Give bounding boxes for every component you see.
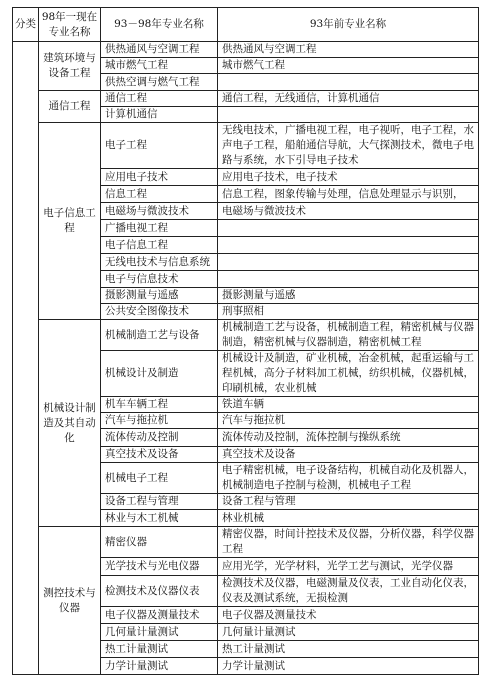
group-name-cell: 测控技术与仪器 bbox=[39, 527, 101, 675]
current-major-cell: 几何量计量测试 bbox=[101, 624, 218, 641]
current-major-cell: 广播电视工程 bbox=[101, 220, 218, 237]
group-name-cell: 通信工程 bbox=[39, 91, 101, 123]
current-major-cell: 林业与木工机械 bbox=[101, 510, 218, 527]
current-major-cell: 通信工程 bbox=[101, 91, 218, 107]
group-name-cell: 建筑环境与设备工程 bbox=[39, 42, 101, 91]
table-row bbox=[13, 320, 479, 351]
old-major-cell: 设备工程与管理 bbox=[218, 494, 479, 510]
current-major-cell: 供热空调与燃气工程 bbox=[101, 74, 218, 91]
current-major-cell: 机械设计及制造 bbox=[101, 351, 218, 397]
current-major-cell: 电子信息工程 bbox=[101, 237, 218, 254]
header-category: 分类 bbox=[13, 8, 39, 42]
old-major-cell: 几何量计量测试 bbox=[218, 624, 479, 641]
old-major-cell: 热工计量测试 bbox=[218, 641, 479, 658]
old-major-cell: 铁道车辆 bbox=[218, 397, 479, 413]
major-mapping-table bbox=[12, 7, 479, 675]
current-major-cell: 检测技术及仪器仪表 bbox=[101, 576, 218, 607]
current-major-cell: 机车车辆工程 bbox=[101, 397, 218, 413]
current-major-cell: 电磁场与微波技术 bbox=[101, 203, 218, 220]
old-major-cell: 林业机械 bbox=[218, 510, 479, 527]
old-major-cell: 无线电技术，广播电视工程，电子视听，电子工程，水声电子工程，船舶通信导航，大气探测技术，微电子电路与系统，水下引导电子技术 bbox=[218, 123, 479, 169]
table-row bbox=[13, 123, 479, 169]
current-major-cell: 设备工程与管理 bbox=[101, 494, 218, 510]
old-major-cell bbox=[218, 237, 479, 254]
current-major-cell: 力学计量测试 bbox=[101, 658, 218, 675]
old-major-cell: 应用电子技术，电子技术 bbox=[218, 169, 479, 186]
group-name-cell: 电子信息工程 bbox=[39, 123, 101, 320]
old-major-cell: 电子精密机械，电子设备结构，机械自动化及机器人，机械制造电子控制与检测，机械电子工程 bbox=[218, 463, 479, 494]
current-major-cell: 电子工程 bbox=[101, 123, 218, 169]
current-major-cell: 计算机通信 bbox=[101, 107, 218, 123]
current-major-cell: 供热通风与空调工程 bbox=[101, 42, 218, 58]
old-major-cell: 应用光学，光学材料，光学工艺与测试，光学仪器 bbox=[218, 558, 479, 576]
current-major-cell: 机械电子工程 bbox=[101, 463, 218, 494]
old-major-cell bbox=[218, 107, 479, 123]
header-row bbox=[13, 8, 479, 42]
old-major-cell: 信息工程，图象传输与处理，信息处理显示与识别， bbox=[218, 186, 479, 203]
current-major-cell: 汽车与拖拉机 bbox=[101, 413, 218, 429]
header-group: 98年一现在专业名称 bbox=[39, 8, 101, 42]
old-major-cell bbox=[218, 74, 479, 91]
old-major-cell: 摄影测量与遥感 bbox=[218, 288, 479, 304]
current-major-cell: 光学技术与光电仪器 bbox=[101, 558, 218, 576]
current-major-cell: 信息工程 bbox=[101, 186, 218, 203]
old-major-cell: 机械设计及制造，矿业机械，冶金机械，起重运输与工程机械，高分子材料加工机械，纺织机械，仪器机械，印刷机械，农业机械 bbox=[218, 351, 479, 397]
old-major-cell: 真空技术及设备 bbox=[218, 447, 479, 463]
old-major-cell: 机械制造工艺与设备，机械制造工程，精密机械与仪器制造，精密机械与仪器制造，精密机械工程 bbox=[218, 320, 479, 351]
table-row bbox=[13, 91, 479, 107]
table-body bbox=[13, 42, 479, 675]
old-major-cell: 汽车与拖拉机 bbox=[218, 413, 479, 429]
table-row bbox=[13, 527, 479, 558]
old-major-cell: 力学计量测试 bbox=[218, 658, 479, 675]
old-major-cell bbox=[218, 271, 479, 288]
old-major-cell bbox=[218, 220, 479, 237]
header-current: 93－98年专业名称 bbox=[101, 8, 218, 42]
current-major-cell: 流体传动及控制 bbox=[101, 429, 218, 447]
old-major-cell: 电子仪器及测量技术 bbox=[218, 607, 479, 624]
group-name-cell: 机械设计制造及其自动化 bbox=[39, 320, 101, 527]
old-major-cell bbox=[218, 254, 479, 271]
current-major-cell: 城市燃气工程 bbox=[101, 58, 218, 74]
current-major-cell: 真空技术及设备 bbox=[101, 447, 218, 463]
old-major-cell: 通信工程，无线通信，计算机通信 bbox=[218, 91, 479, 107]
table-row bbox=[13, 42, 479, 58]
old-major-cell: 检测技术及仪器，电磁测量及仪表，工业自动化仪表，仪表及测试系统，无损检测 bbox=[218, 576, 479, 607]
current-major-cell: 无线电技术与信息系统 bbox=[101, 254, 218, 271]
old-major-cell: 供热通风与空调工程 bbox=[218, 42, 479, 58]
old-major-cell: 精密仪器，时间计控技术及仪器，分析仪器，科学仪器工程 bbox=[218, 527, 479, 558]
current-major-cell: 精密仪器 bbox=[101, 527, 218, 558]
current-major-cell: 公共安全图像技术 bbox=[101, 304, 218, 320]
old-major-cell: 城市燃气工程 bbox=[218, 58, 479, 74]
current-major-cell: 摄影测量与遥感 bbox=[101, 288, 218, 304]
current-major-cell: 热工计量测试 bbox=[101, 641, 218, 658]
old-major-cell: 刑事照相 bbox=[218, 304, 479, 320]
current-major-cell: 机械制造工艺与设备 bbox=[101, 320, 218, 351]
category-cell bbox=[13, 42, 39, 675]
current-major-cell: 应用电子技术 bbox=[101, 169, 218, 186]
header-old: 93年前专业名称 bbox=[218, 8, 479, 42]
old-major-cell: 电磁场与微波技术 bbox=[218, 203, 479, 220]
current-major-cell: 电子与信息技术 bbox=[101, 271, 218, 288]
old-major-cell: 流体传动及控制，流体控制与操纵系统 bbox=[218, 429, 479, 447]
current-major-cell: 电子仪器及测量技术 bbox=[101, 607, 218, 624]
